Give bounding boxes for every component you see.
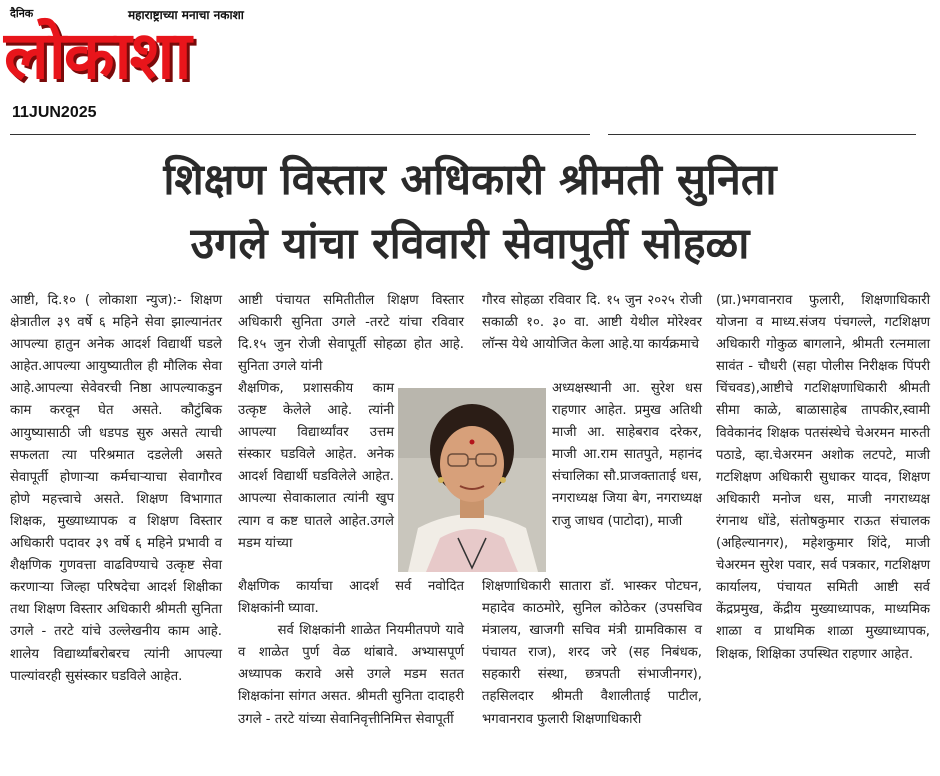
- article-column-3-mid: [552, 378, 702, 533]
- column-3-bottom-text: शिक्षणाधिकारी सातारा डॉ. भास्कर पोटघन, महादेव काठमोरे, सुनिल कोठेकर (उपसचिव मंत्रालय, खाजगी सचिव मंत्री ग्रामविकास व पंचायत राज), शरद जरे (सह निबंधक, सहकारी संस्था, छत्रपती संभाजीनगर), तहसिलदार श्रीमती वैशालीताई पाटील, भगवानराव फुलारी शिक्षणाधिकारी: [482, 579, 702, 727]
- article-column-2-mid: [238, 378, 394, 555]
- column-2-mid-text: शैक्षणिक, प्रशासकीय काम उत्कृष्ट केलेले आहे. त्यांनी आपल्या विद्यार्थ्यांवर उत्तम संस्कार घडविले आहेत. अनेक आदर्श विद्यार्थी घडविलेले आहेत. आपल्या सेवाकालात त्यांनी खुप त्याग व कष्ट घातले आहेत.उगले मडम यांच्या: [238, 381, 394, 551]
- article-column-4: [716, 290, 930, 666]
- column-3-top-text: गौरव सोहळा रविवार दि. १५ जुन २०२५ रोजी सकाळी १०. ३० वा. आष्टी येथील मोरेश्वर लॉन्स येथे आयोजित केला आहे.या कार्यक्रमाचे: [482, 293, 702, 353]
- edition-date: 11JUN2025: [12, 104, 97, 121]
- article-column-3-top: [482, 290, 702, 356]
- column-4-text: (प्रा.)भगवानराव फुलारी, शिक्षणाधिकारी योजना व माध्य.संजय पंचगल्ले, गटशिक्षण अधिकारी गोकुळ बागलाने, श्रीमती रत्नमाला सावंत - चौधरी (सहा पोलीस निरीक्षक पिंपरी चिंचवड),आष्टीचे गटशिक्षणाधिकारी श्रीमती सीमा काळे, बाळासाहेब तापकीर,स्वामी विवेकानंद शिक्षक पतसंस्थेचे चेअरमन मारुती पठाडे, व्हा.चेअरमन अशोक लटपटे, माजी गटशिक्षण अधिकारी सुधाकर यादव, शिक्षण अधिकारी मनोज धस, माजी नगराध्यक्ष रंगनाथ धोंडे, संतोषकुमार राऊत संचालक (अहिल्यानगर), महेशकुमार शिंदे, माजी चेअरमन सुरेश पवार, सर्व पत्रकार, गटशिक्षण कार्यालय, पंचायत समिती आष्टी सर्व केंद्रप्रमुख, केंद्रीय मुख्याध्यापक, माध्यमिक शाळा व प्राथमिक शाळा मुख्याध्यापक, शिक्षक, शिक्षिका उपस्थित राहणार आहेत.: [716, 293, 930, 662]
- column-2-bottom-text: शैक्षणिक कार्याचा आदर्श सर्व नवोदित शिक्षकांनी घ्यावा.: [238, 579, 464, 617]
- article-column-2-top: [238, 290, 464, 378]
- divider-rule: [10, 134, 590, 135]
- column-3-mid-text: अध्यक्षस्थानी आ. सुरेश धस राहणार आहेत. प्रमुख अतिथी माजी आ. साहेबराव दरेकर, माजी आ.राम सातपुते, महानंद संचालिका सौ.प्राजक्ताताई धस, नगराध्यक्ष जिया बेग, नगराध्यक्ष राजु जाधव (पाटोदा), माजी: [552, 381, 702, 529]
- article-column-2-bottom: [238, 576, 464, 731]
- column-2-top-text: आष्टी पंचायत समितीतील शिक्षण विस्तार अधिकारी सुनिता उगले -तरटे यांचा रविवार दि.१५ जुन रोजी सेवापूर्ती सोहळा होत आहे. सुनिता उगले यांनी: [238, 293, 464, 375]
- article-headline: [0, 148, 940, 276]
- masthead-tagline: महाराष्ट्राच्या मनाचा नकाशा: [128, 8, 244, 22]
- article-column-1: [10, 290, 222, 688]
- column-2-paragraph-2: सर्व शिक्षकांनी शाळेत नियमीतपणे यावे व शाळेत पुर्ण वेळ थांबावे. अभ्यासपूर्ण अध्यापक करावे असे उगले मडम सतत शिक्षकांना सांगत असत. श्रीमती सुनिता दादाहरी उगले - तरटे यांच्या सेवानिवृत्तीनिमित्त सेवापूर्ती: [238, 623, 464, 727]
- article-column-3-bottom: [482, 576, 702, 731]
- headline-line-1: शिक्षण विस्तार अधिकारी श्रीमती सुनिता: [163, 155, 777, 205]
- masthead-tag: दैनिक: [10, 7, 34, 20]
- newspaper-logo: लोकाशा: [4, 17, 190, 94]
- headline-line-2: उगले यांचा रविवारी सेवापुर्ती सोहळा: [190, 219, 750, 269]
- divider-rule: [608, 134, 916, 135]
- portrait-photo: [398, 388, 546, 572]
- column-1-text: आष्टी, दि.१० ( लोकाशा न्युज):- शिक्षण क्षेत्रातील ३९ वर्षे ६ महिने सेवा झाल्यानंतर आपल्या हातुन अनेक आदर्श विद्यार्थी घडले आहेत.आपल्या आयुष्यातील ही मौलिक सेवा आहे.आपल्या सेवेवरची निष्ठा आपल्याकडुन काम करवून घेत असते. कौटुंबिक आयुष्यासाठी जी धडपड सुरु असते त्याची सफलता त्या परिश्रमात दडलेली असते सेवापूर्ती होणार्‍या कर्मचार्‍याचा सेवागौरव होणे महत्त्वाचे असते. शिक्षण विभागात शिक्षक, मुख्याध्यापक व शिक्षण विस्तार अधिकारी पदावर ३९ वर्षे ६ महिने प्रभावी व शैक्षणिक गुणवत्ता वाढविण्याचे उत्कृष्ट सेवा करणार्‍या जिल्हा परिषदेचा आदर्श शिक्षीका तथा शिक्षण विस्तार अधिकारी श्रीमती सुनिता उगले - तरटे यांचे उल्लेखनीय काम आहे. शालेय विद्यार्थ्यांबरोबरच त्यांनी आपल्या पाल्यांवरही सुसंस्कार घडविले आहेत.: [10, 293, 222, 684]
